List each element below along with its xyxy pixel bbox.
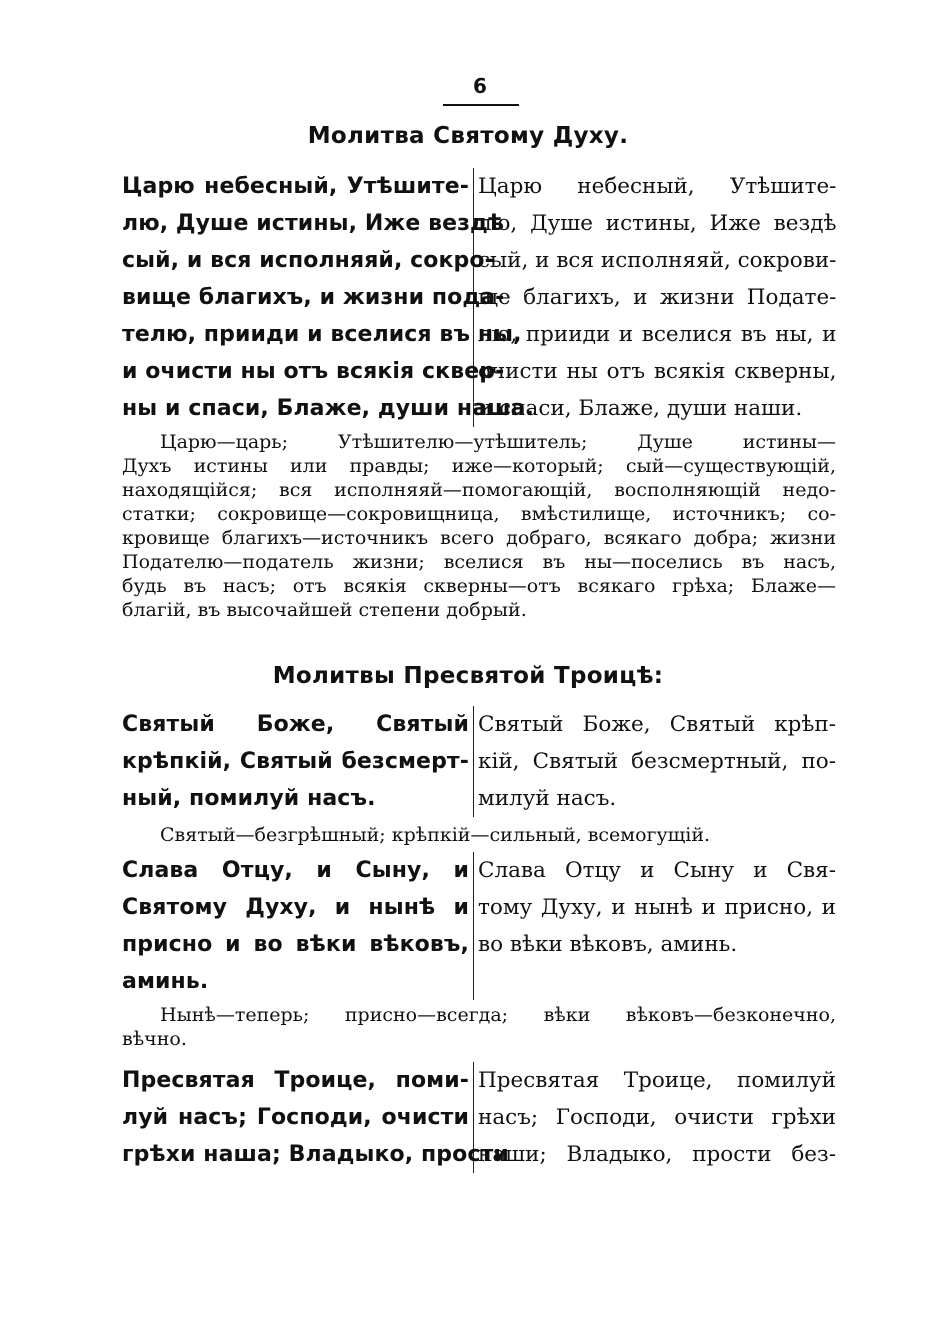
church-slavonic-column <box>122 168 535 427</box>
russian-line: Святый Боже, Святый крѣп- <box>478 712 836 737</box>
slavonic-line: телю, прииди и вселися въ ны, <box>122 322 522 347</box>
gloss-line: Царю—царь; Утѣшителю—утѣшитель; Душе истины— <box>160 431 836 453</box>
russian-line: кій, Святый безсмертный, по- <box>478 749 836 774</box>
section-title-holy-spirit: Молитва Святому Духу. <box>307 123 629 149</box>
slavonic-line: ны и спаси, Блаже, души наша. <box>122 396 535 421</box>
prayer-holy-spirit <box>122 168 836 427</box>
prayer-trisagion <box>122 706 836 817</box>
church-slavonic-column <box>122 706 474 817</box>
slavonic-line: крѣпкій, Святый безсмерт- <box>122 749 469 774</box>
page-number: 6 <box>473 74 487 98</box>
page-number-rule <box>443 104 519 106</box>
russian-column <box>474 168 836 427</box>
gloss-line: Нынѣ—теперь; присно—всегда; вѣки вѣковъ—безконечно, <box>160 1004 836 1026</box>
russian-column <box>474 706 836 817</box>
russian-line: ще благихъ, и жизни Подате- <box>478 285 837 310</box>
slavonic-line: сый, и вся исполняяй, сокро- <box>122 248 494 273</box>
slavonic-line: ный, помилуй насъ. <box>122 786 376 811</box>
russian-line: Царю небесный, Утѣшите- <box>478 174 837 199</box>
russian-line: тому Духу, и нынѣ и присно, и <box>478 895 836 920</box>
russian-line: во вѣки вѣковъ, аминь. <box>478 932 738 957</box>
slavonic-line: Слава Отцу, и Сыну, и <box>122 858 469 883</box>
prayer-glory <box>122 852 836 1000</box>
church-slavonic-column <box>122 1062 509 1173</box>
slavonic-line: присно и во вѣки вѣковъ, <box>122 932 469 957</box>
gloss-line: вѣчно. <box>122 1028 187 1050</box>
slavonic-line: Святый Боже, Святый <box>122 712 469 737</box>
slavonic-line: вище благихъ, и жизни пода- <box>122 285 505 310</box>
slavonic-line: аминь. <box>122 969 209 994</box>
gloss-line: благій, въ высочайшей степени добрый. <box>122 599 527 621</box>
gloss-line: Подателю—податель жизни; вселися въ ны—поселись въ насъ, <box>122 551 836 573</box>
gloss-line: Святый—безгрѣшный; крѣпкій—сильный, всемогущій. <box>160 824 711 846</box>
russian-column <box>474 852 836 1000</box>
russian-line: сый, и вся исполняяй, сокрови- <box>478 248 837 273</box>
russian-line: Слава Отцу и Сыну и Свя- <box>478 858 836 883</box>
slavonic-line: Царю небесный, Утѣшите- <box>122 174 469 199</box>
gloss-line: Духъ истины или правды; иже—который; сый—существующій, <box>122 455 836 477</box>
glossary-glory <box>122 1003 836 1051</box>
russian-line: лю, Душе истины, Иже вездѣ <box>478 211 837 236</box>
prayer-most-holy-trinity <box>122 1062 836 1173</box>
gloss-line: будь въ насъ; отъ всякія скверны—отъ всякаго грѣха; Блаже— <box>122 575 836 597</box>
russian-line: наши; Владыко, прости без- <box>478 1142 836 1167</box>
slavonic-line: грѣхи наша; Владыко, прости <box>122 1142 509 1167</box>
russian-line: и спаси, Блаже, души наши. <box>478 396 803 421</box>
russian-line: Пресвятая Троице, помилуй <box>478 1068 836 1093</box>
glossary-trisagion <box>122 823 836 847</box>
russian-column <box>474 1062 836 1173</box>
slavonic-line: и очисти ны отъ всякія сквер- <box>122 359 505 384</box>
slavonic-line: лю, Душе истины, Иже вездѣ <box>122 211 505 236</box>
gloss-line: находящійся; вся исполняяй—помогающій, восполняющій недо- <box>122 479 836 501</box>
slavonic-line: Пресвятая Троице, поми- <box>122 1068 469 1093</box>
russian-line: милуй насъ. <box>478 786 617 811</box>
gloss-line: статки; сокровище—сокровищница, вмѣстилище, источникъ; со- <box>122 503 836 525</box>
gloss-line: кровище благихъ—источникъ всего добраго, всякаго добра; жизни <box>122 527 836 549</box>
glossary-holy-spirit <box>122 430 836 622</box>
slavonic-line: луй насъ; Господи, очисти <box>122 1105 469 1130</box>
slavonic-line: Святому Духу, и нынѣ и <box>122 895 469 920</box>
section-title-trinity: Молитвы Пресвятой Троицѣ: <box>272 663 664 689</box>
russian-line: очисти ны отъ всякія скверны, <box>478 359 837 384</box>
russian-line: лю, прииди и вселися въ ны, и <box>478 322 837 347</box>
russian-line: насъ; Господи, очисти грѣхи <box>478 1105 836 1130</box>
church-slavonic-column <box>122 852 474 1000</box>
